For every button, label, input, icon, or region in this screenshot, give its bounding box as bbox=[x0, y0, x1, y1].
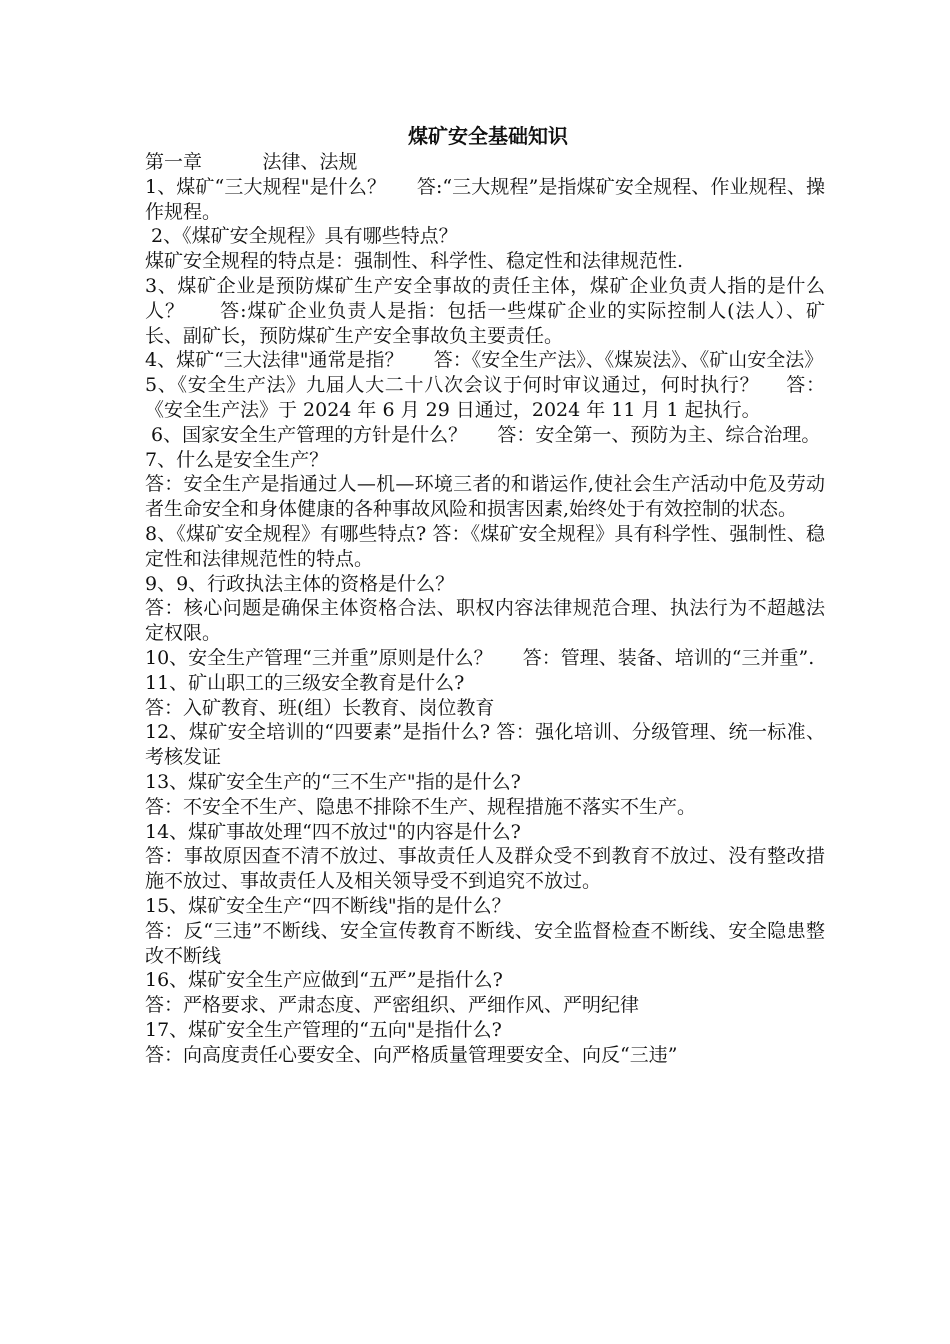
document-page bbox=[145, 122, 825, 1067]
question-3: 3、煤矿企业是预防煤矿生产安全事故的责任主体，煤矿企业负责人指的是什么人？ 答:煤矿企业负责人是指：包括一些煤矿企业的实际控制人(法人）、矿长、副矿长，预防煤矿生产安全事故负主要责任。 bbox=[145, 274, 825, 347]
question-12: 12、煤矿安全培训的“四要素”是指什么? 答：强化培训、分级管理、统一标准、考核发证 bbox=[145, 721, 825, 769]
question-13: 13、煤矿安全生产的“三不生产"指的是什么? bbox=[145, 770, 521, 793]
question-7: 7、什么是安全生产？ bbox=[145, 448, 329, 471]
answer-2: 煤矿安全规程的特点是：强制性、科学性、稳定性和法律规范性. bbox=[145, 250, 684, 273]
document-title: 煤矿安全基础知识 bbox=[408, 124, 568, 148]
answer-7: 答：安全生产是指通过人—机—环境三者的和谐运作,使社会生产活动中危及劳动者生命安全和身体健康的各种事故风险和损害因素,始终处于有效控制的状态。 bbox=[145, 473, 825, 521]
question-15: 15、煤矿安全生产“四不断线"指的是什么？ bbox=[145, 894, 511, 917]
question-10: 10、安全生产管理“三并重”原则是什么？ 答：管理、装备、培训的“三并重”. bbox=[145, 646, 815, 669]
question-6: 6、国家安全生产管理的方针是什么？ 答：安全第一、预防为主、综合治理。 bbox=[145, 423, 821, 446]
question-4: 4、煤矿“三大法律"通常是指？ 答：《安全生产法》、《煤炭法》、《矿山安全法》 bbox=[145, 349, 824, 372]
answer-17: 答：向高度责任心要安全、向严格质量管理要安全、向反“三违” bbox=[145, 1043, 678, 1066]
question-16: 16、煤矿安全生产应做到“五严”是指什么? bbox=[145, 969, 503, 992]
answer-16: 答：严格要求、严肃态度、严密组织、严细作风、严明纪律 bbox=[145, 994, 640, 1017]
answer-15: 答：反“三违”不断线、安全宣传教育不断线、安全监督检查不断线、安全隐患整改不断线 bbox=[145, 919, 825, 967]
answer-14: 答：事故原因查不清不放过、事故责任人及群众受不到教育不放过、没有整改措施不放过、事故责任人及相关领导受不到追究不放过。 bbox=[145, 845, 825, 893]
document-body bbox=[145, 150, 825, 1067]
chapter-heading: 第一章 法律、法规 bbox=[145, 151, 358, 173]
question-11: 11、矿山职工的三级安全教育是什么? bbox=[145, 671, 465, 694]
question-8: 8、《煤矿安全规程》有哪些特点? 答：《煤矿安全规程》具有科学性、强制性、稳定性和法律规范性的特点。 bbox=[145, 522, 825, 570]
question-9: 9、9、行政执法主体的资格是什么？ bbox=[145, 572, 455, 595]
question-14: 14、煤矿事故处理“四不放过"的内容是什么? bbox=[145, 820, 521, 843]
answer-9: 答：核心问题是确保主体资格合法、职权内容法律规范合理、执法行为不超越法定权限。 bbox=[145, 597, 825, 645]
question-2: 2、《煤矿安全规程》具有哪些特点？ bbox=[145, 225, 458, 248]
question-17: 17、煤矿安全生产管理的“五向"是指什么? bbox=[145, 1018, 502, 1041]
question-1: 1、煤矿“三大规程"是什么？ 答:“三大规程”是指煤矿安全规程、作业规程、操作规程。 bbox=[145, 175, 825, 223]
question-5: 5、《安全生产法》九届人大二十八次会议于何时审议通过，何时执行？ 答：《安全生产法》于 2024 年 6 月 29 日通过，2024 年 11 月 1 起执行。 bbox=[145, 374, 825, 421]
answer-13: 答：不安全不生产、隐患不排除不生产、规程措施不落实不生产。 bbox=[145, 795, 697, 818]
answer-11: 答：入矿教育、班(组）长教育、岗位教育 bbox=[145, 696, 495, 719]
